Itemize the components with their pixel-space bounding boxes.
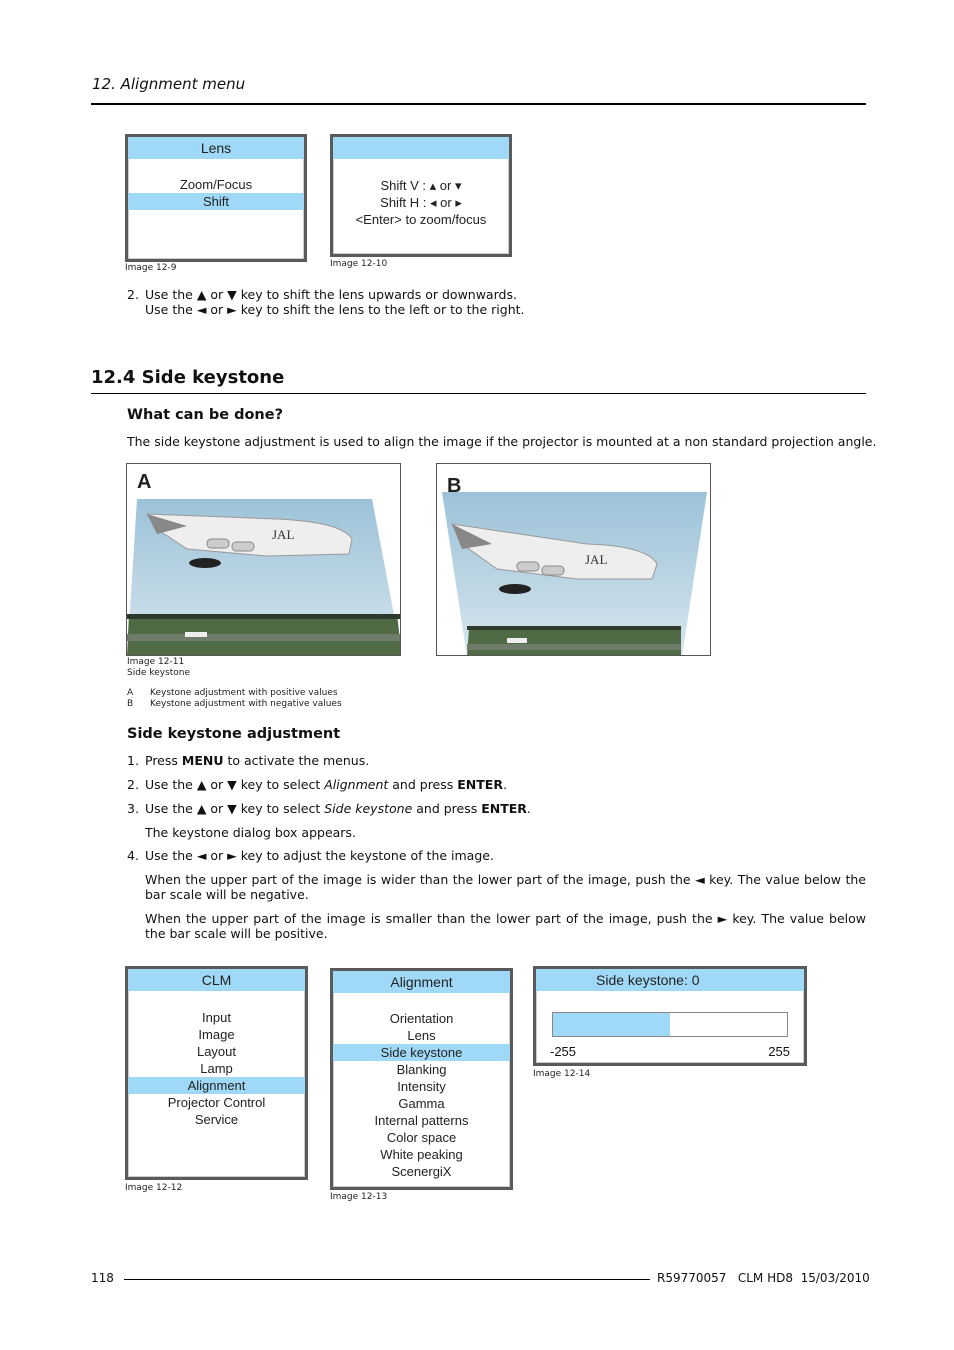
doc-reference: R59770057 CLM HD8 15/03/2010 — [657, 1271, 870, 1285]
image-label-b: B — [447, 475, 462, 497]
what-heading: What can be done? — [127, 407, 284, 423]
step-text: Use the ▲ or ▼ key to select Alignment and press ENTER. — [145, 777, 507, 792]
footer-divider — [124, 1279, 650, 1280]
image-caption: Image 12-10 — [330, 259, 388, 269]
alignment-menu-item-side-keystone[interactable]: Side keystone — [333, 1044, 510, 1061]
tail-logo: JAL — [585, 552, 608, 567]
alignment-menu-item-white-peaking[interactable]: White peaking — [380, 1147, 463, 1162]
image-caption: Image 12-9 — [125, 263, 177, 273]
keystone-bar[interactable] — [552, 1012, 788, 1037]
lens-menu-item[interactable]: Zoom/Focus — [179, 177, 253, 192]
step-number: 2. — [127, 777, 139, 792]
step-note: The keystone dialog box appears. — [145, 825, 356, 840]
lens-menu-title: Lens — [128, 137, 304, 159]
page-number: 118 — [91, 1271, 114, 1285]
alignment-menu — [330, 968, 513, 1190]
keystone-photo-a — [126, 463, 401, 656]
alignment-menu-item-lens[interactable]: Lens — [407, 1028, 436, 1043]
image-subcaption: Side keystone — [127, 668, 191, 678]
step-number: 4. — [127, 848, 139, 863]
keystone-illustration-a — [127, 464, 401, 656]
image-label-a: A — [137, 471, 152, 493]
paragraph-negative: When the upper part of the image is wider than the lower part of the image, push the ◄ key. The value below the bar scale will be negative. — [145, 872, 866, 902]
keystone-dialog-title: Side keystone: 0 — [536, 969, 804, 991]
keystone-photo-b — [436, 463, 711, 656]
alignment-menu-item-intensity[interactable]: Intensity — [397, 1079, 446, 1094]
step-text: Use the ◄ or ► key to shift the lens to the left or to the right. — [145, 302, 525, 317]
step-text: Use the ▲ or ▼ key to shift the lens upwards or downwards. — [145, 287, 517, 302]
header-divider — [91, 103, 866, 105]
alignment-menu-item-scenergix[interactable]: ScenergiX — [391, 1164, 452, 1179]
section-divider — [91, 393, 866, 394]
lens-menu-item-selected[interactable]: Shift — [128, 193, 304, 210]
clm-menu-title: CLM — [128, 969, 305, 991]
alignment-menu-item-orientation[interactable]: Orientation — [389, 1011, 454, 1026]
keystone-illustration-b — [437, 464, 711, 656]
clm-menu-item-input[interactable]: Input — [202, 1010, 231, 1025]
alignment-menu-item-blanking[interactable]: Blanking — [396, 1062, 447, 1077]
step-text: Use the ▲ or ▼ key to select Side keystone and press ENTER. — [145, 801, 531, 816]
keystone-dialog — [533, 966, 807, 1066]
clm-menu-item-service[interactable]: Service — [194, 1112, 239, 1127]
header-title: 12. Alignment menu — [92, 75, 246, 93]
alignment-menu-item-color-space[interactable]: Color space — [386, 1130, 457, 1145]
alignment-menu-item-internal-patterns[interactable]: Internal patterns — [374, 1113, 469, 1128]
clm-menu-item-layout[interactable]: Layout — [196, 1044, 237, 1059]
image-caption: Image 12-14 — [533, 1069, 591, 1079]
legend-key: A — [127, 688, 134, 698]
tail-logo: JAL — [272, 527, 295, 542]
legend-text: Keystone adjustment with negative values — [150, 699, 342, 709]
shift-dialog-title-bar — [333, 137, 509, 159]
keystone-bar-fill — [553, 1013, 670, 1036]
clm-menu-item-lamp[interactable]: Lamp — [200, 1061, 233, 1076]
section-title: 12.4 Side keystone — [91, 367, 285, 388]
clm-menu-item-projector-control[interactable]: Projector Control — [167, 1095, 266, 1110]
clm-menu-item-alignment[interactable]: Alignment — [128, 1077, 305, 1094]
legend-text: Keystone adjustment with positive values — [150, 688, 338, 698]
shift-h-line: Shift H : ◂ or ▸ — [380, 195, 462, 210]
shift-dialog — [330, 134, 512, 257]
clm-menu — [125, 966, 308, 1180]
step-number: 2. — [127, 287, 139, 302]
alignment-menu-item-gamma[interactable]: Gamma — [398, 1096, 445, 1111]
image-caption: Image 12-12 — [125, 1183, 183, 1193]
shift-v-line: Shift V : ▴ or ▾ — [380, 178, 462, 193]
image-caption: Image 12-11 — [127, 657, 185, 667]
paragraph-positive: When the upper part of the image is smaller than the lower part of the image, push the ► key. The value below the bar scale will be positive. — [145, 911, 866, 941]
enter-hint-line: <Enter> to zoom/focus — [355, 212, 487, 227]
step-text: Press MENU to activate the menus. — [145, 753, 370, 768]
step-number: 1. — [127, 753, 139, 768]
alignment-menu-title: Alignment — [333, 971, 510, 993]
image-caption: Image 12-13 — [330, 1192, 388, 1202]
what-text: The side keystone adjustment is used to align the image if the projector is mounted at a non standard projection angle. — [127, 434, 877, 449]
clm-menu-item-image[interactable]: Image — [198, 1027, 235, 1042]
step-number: 3. — [127, 801, 139, 816]
keystone-min-label: -255 — [550, 1044, 577, 1059]
lens-menu — [125, 134, 307, 262]
legend-key: B — [127, 699, 134, 709]
keystone-max-label: 255 — [768, 1044, 790, 1059]
step-text: Use the ◄ or ► key to adjust the keystone of the image. — [145, 848, 494, 863]
adjust-heading: Side keystone adjustment — [127, 726, 341, 742]
